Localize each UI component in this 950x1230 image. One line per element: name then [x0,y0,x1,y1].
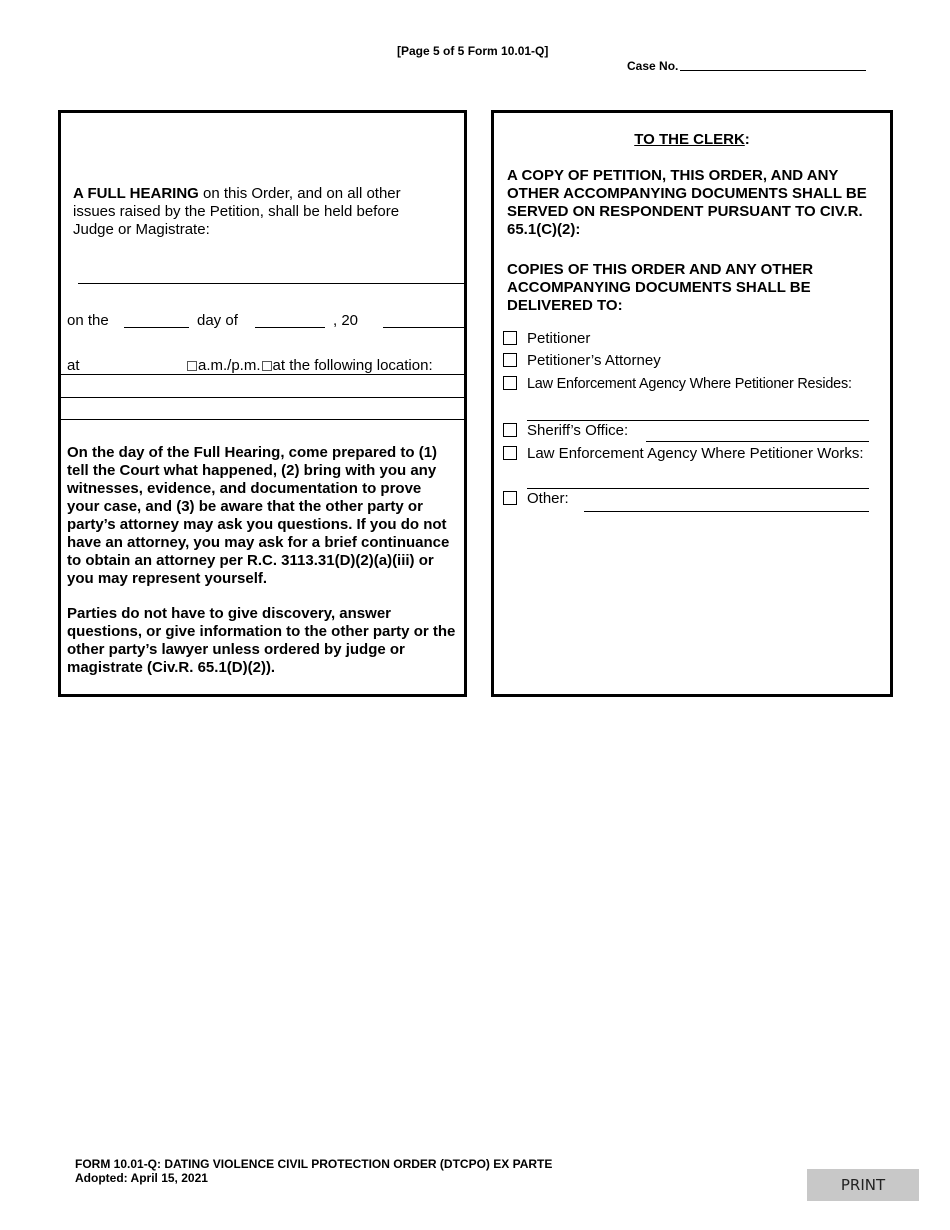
petitioner-checkbox[interactable] [503,331,517,345]
full-hearing-text [73,185,433,239]
petitioner-attorney-checkbox[interactable] [503,353,517,367]
petitioner-label: Petitioner [527,330,591,347]
sheriff-field[interactable] [646,441,869,442]
hearing-instructions: On the day of the Full Hearing, come prepared to (1) tell the Court what happened, (2) bring with you any witnesses, evidence, and documentation to prove your case, and (3) be aware that the other party or party’s attorney may ask you questions. If you do not have an attorney, you may ask for a brief continuance to obtain an attorney per R.C. 3113.31(D)(2)(a)(iii) or you may represent yourself. [67,444,450,587]
hearing-day-field[interactable] [124,327,189,328]
am-pm-checkbox[interactable] [187,361,197,371]
law-enforcement-resides-field[interactable] [527,420,869,421]
law-enforcement-works-label: Law Enforcement Agency Where Petitioner Works: [527,445,864,462]
adopted-date: Adopted: April 15, 2021 [75,1171,208,1185]
law-enforcement-resides-checkbox[interactable] [503,376,517,390]
form-title: FORM 10.01-Q: DATING VIOLENCE CIVIL PROTECTION ORDER (DTCPO) EX PARTE [75,1157,553,1171]
discovery-notice: Parties do not have to give discovery, answer questions, or give information to the other party or the other party’s lawyer unless ordered by judge or magistrate (Civ.R. 65.1(D)(2)). [67,605,456,676]
clerk-title [491,131,893,149]
law-enforcement-works-field[interactable] [527,488,869,489]
case-no-label: Case No. [627,59,679,73]
sheriff-checkbox[interactable] [503,423,517,437]
case-no-field[interactable] [680,70,866,71]
year-prefix-label: , 20 [333,312,359,329]
judge-name-field[interactable] [78,283,464,284]
sheriff-label: Sheriff’s Office: [527,422,629,439]
day-of-label: day of [197,312,238,329]
time-line [186,357,433,375]
delivery-paragraph: COPIES OF THIS ORDER AND ANY OTHER ACCOMPANYING DOCUMENTS SHALL BE DELIVERED TO: [507,261,814,314]
full-hearing-bold: A FULL HEARING [73,185,199,202]
service-paragraph: A COPY OF PETITION, THIS ORDER, AND ANY OTHER ACCOMPANYING DOCUMENTS SHALL BE SERVED ON RESPONDENT PURSUANT TO CIV.R. 65.1(C)(2): [507,167,867,238]
hearing-month-field[interactable] [255,327,325,328]
clerk-title-colon: : [744,131,750,148]
petitioner-attorney-label: Petitioner’s Attorney [527,352,661,369]
hearing-year-field[interactable] [383,327,464,328]
location-field-2[interactable] [61,419,464,420]
law-enforcement-resides-label: Law Enforcement Agency Where Petitioner Resides: [527,376,852,392]
full-hearing-rest: on this Order, and on all other issues raised by the Petition, shall be held before Judge or Magistrate: [73,185,401,238]
other-field[interactable] [584,511,869,512]
page-label: [Page 5 of 5 Form 10.01-Q] [397,44,549,58]
time-field[interactable] [61,374,464,375]
print-button[interactable]: PRINT [807,1169,919,1201]
location-label: at the following location: [272,357,433,374]
law-enforcement-works-checkbox[interactable] [503,446,517,460]
location-field-1[interactable] [61,397,464,398]
other-label: Other: [527,490,569,507]
location-checkbox[interactable] [262,361,272,371]
at-label: at [67,357,80,374]
other-checkbox[interactable] [503,491,517,505]
am-pm-label: a.m./p.m. [198,357,261,374]
on-the-label: on the [67,312,109,329]
clerk-title-text: TO THE CLERK [634,131,745,148]
